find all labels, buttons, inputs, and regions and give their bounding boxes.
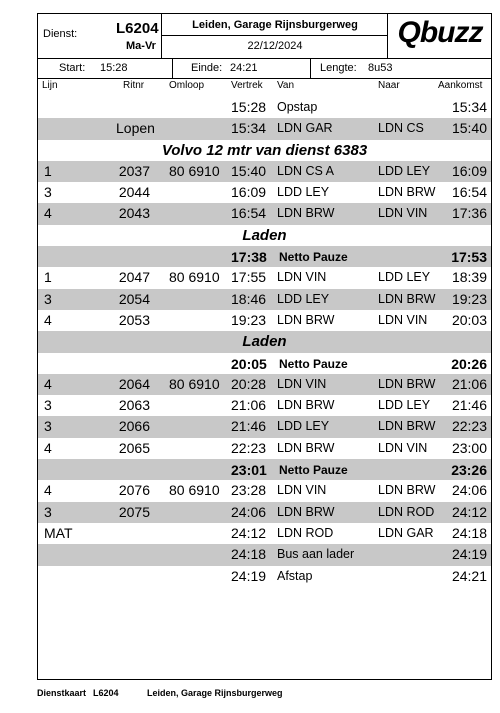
- cell-van: LDN ROD: [277, 525, 334, 540]
- cell-lijn: 4: [44, 205, 52, 222]
- trip-row: [38, 566, 491, 587]
- cell-lijn: 3: [44, 503, 52, 520]
- cell-aankomst: 17:36: [451, 205, 487, 222]
- cell-vertrek: 23:28: [231, 482, 267, 499]
- trip-row: [38, 374, 491, 395]
- trip-row: [38, 203, 491, 224]
- banner-text: Laden: [242, 226, 287, 244]
- trip-row: [38, 267, 491, 288]
- cell-lijn: 4: [44, 375, 52, 392]
- start-time: 15:28: [100, 62, 128, 74]
- cell-naar: LDN ROD: [378, 504, 435, 519]
- cell-naar: LDN VIN: [378, 440, 428, 455]
- cell-naar: LDN BRW: [378, 419, 436, 434]
- pause-start: 23:01: [231, 462, 267, 479]
- cell-ritnr: 2066: [118, 418, 150, 435]
- cell-lijn: 3: [44, 290, 52, 307]
- trip-row: [38, 544, 491, 565]
- cell-omloop: 80 6910: [169, 482, 220, 499]
- cell-van: LDN BRW: [277, 398, 335, 413]
- cell-vertrek: 24:18: [231, 546, 267, 563]
- trip-row: [38, 395, 491, 416]
- cell-van: Afstap: [277, 568, 313, 583]
- pause-end: 17:53: [451, 249, 487, 266]
- dienst-number: L6204: [116, 20, 159, 37]
- cell-aankomst: 21:06: [451, 375, 487, 392]
- cell-naar: LDN CS: [378, 121, 424, 136]
- cell-naar: LDD LEY: [378, 270, 431, 285]
- section-banner: [38, 331, 491, 352]
- cell-vertrek: 17:55: [231, 269, 267, 286]
- cell-van: LDN GAR: [277, 121, 333, 136]
- cell-lijn: 1: [44, 269, 52, 286]
- cell-aankomst: 24:12: [451, 503, 487, 520]
- cell-ritnr: 2047: [118, 269, 150, 286]
- duty-card: [37, 13, 492, 680]
- cell-naar: LDN VIN: [378, 206, 428, 221]
- cell-vertrek: 24:12: [231, 524, 267, 541]
- trip-row: [38, 480, 491, 501]
- trip-row: [38, 502, 491, 523]
- cell-lijn: 3: [44, 184, 52, 201]
- cell-van: LDN CS A: [277, 163, 334, 178]
- cell-ritnr: 2054: [118, 290, 150, 307]
- trip-row: [38, 289, 491, 310]
- cell-van: LDD LEY: [277, 291, 330, 306]
- cell-naar: LDN BRW: [378, 376, 436, 391]
- cell-vertrek: 15:40: [231, 162, 267, 179]
- trip-row: [38, 161, 491, 182]
- trip-row: [38, 310, 491, 331]
- trip-row: [38, 97, 491, 118]
- cell-ritnr: 2037: [118, 162, 150, 179]
- section-banner: [38, 225, 491, 246]
- cell-vertrek: 20:28: [231, 375, 267, 392]
- cell-aankomst: 18:39: [451, 269, 487, 286]
- start-label: Start:: [59, 62, 86, 74]
- cell-ritnr: 2065: [118, 439, 150, 456]
- col-ritnr: Ritnr: [123, 80, 145, 91]
- times-bar: [38, 58, 491, 79]
- cell-naar: LDN GAR: [378, 525, 434, 540]
- cell-lijn: 3: [44, 397, 52, 414]
- cell-aankomst: 23:00: [451, 439, 487, 456]
- cell-lijn: MAT: [44, 524, 73, 541]
- column-headers: [38, 79, 491, 93]
- cell-aankomst: 19:23: [451, 290, 487, 307]
- pause-end: 23:26: [451, 462, 487, 479]
- col-omloop: Omloop: [169, 80, 205, 91]
- duty-date: 22/12/2024: [247, 40, 303, 52]
- cell-aankomst: 15:34: [451, 99, 487, 115]
- cell-vertrek: 21:06: [231, 397, 267, 414]
- pause-row: [38, 459, 491, 480]
- cell-vertrek: 19:23: [231, 311, 267, 328]
- cell-vertrek: 24:06: [231, 503, 267, 520]
- cell-van: LDN VIN: [277, 376, 327, 391]
- cell-ritnr: 2053: [118, 311, 150, 328]
- cell-vertrek: 16:09: [231, 184, 267, 201]
- cell-aankomst: 24:19: [451, 546, 487, 563]
- pause-end: 20:26: [451, 355, 487, 372]
- lengte-value: 8u53: [368, 62, 393, 74]
- cell-aankomst: 15:40: [451, 120, 487, 137]
- trip-row: [38, 523, 491, 544]
- garage-cell: [162, 14, 388, 58]
- cell-lijn: 4: [44, 311, 52, 328]
- cell-ritnr: 2044: [118, 184, 150, 201]
- cell-vertrek: 24:19: [231, 567, 267, 584]
- duty-id-cell: [38, 14, 162, 58]
- cell-vertrek: 22:23: [231, 439, 267, 456]
- cell-aankomst: 20:03: [451, 311, 487, 328]
- banner-text: Volvo 12 mtr van dienst 6383: [161, 141, 368, 159]
- col-van: Van: [277, 80, 295, 91]
- col-vertrek: Vertrek: [231, 80, 263, 91]
- einde-time: 24:21: [230, 62, 258, 74]
- cell-naar: LDN BRW: [378, 185, 436, 200]
- days-of-week: Ma-Vr: [126, 40, 156, 52]
- cell-van: Opstap: [277, 100, 318, 114]
- trip-row: [38, 416, 491, 437]
- cell-van: LDN BRW: [277, 206, 335, 221]
- cell-van: LDN BRW: [277, 440, 335, 455]
- cell-aankomst: 24:06: [451, 482, 487, 499]
- cell-naar: LDN BRW: [378, 291, 436, 306]
- cell-omloop: 80 6910: [169, 375, 220, 392]
- cell-aankomst: 16:54: [451, 184, 487, 201]
- cell-aankomst: 24:18: [451, 524, 487, 541]
- cell-aankomst: 16:09: [451, 162, 487, 179]
- cell-van: LDD LEY: [277, 185, 330, 200]
- cell-vertrek: 21:46: [231, 418, 267, 435]
- cell-vertrek: 16:54: [231, 205, 267, 222]
- cell-aankomst: 21:46: [451, 397, 487, 414]
- cell-van: Bus aan lader: [277, 547, 355, 562]
- cell-lijn: 3: [44, 418, 52, 435]
- footer-garage: Leiden, Garage Rijnsburgerweg: [147, 688, 283, 698]
- cell-van: LDN VIN: [277, 483, 327, 498]
- cell-aankomst: 24:21: [451, 567, 487, 584]
- card-header: [38, 14, 491, 59]
- schedule-table: [38, 97, 491, 587]
- cell-vertrek: 15:28: [231, 99, 267, 115]
- cell-omloop: 80 6910: [169, 269, 220, 286]
- garage-name: Leiden, Garage Rijnsburgerweg: [192, 19, 358, 31]
- cell-ritnr: 2063: [118, 397, 150, 414]
- pause-label: Netto Pauze: [279, 356, 348, 371]
- cell-van: LDN BRW: [277, 504, 335, 519]
- cell-van: LDN VIN: [277, 270, 327, 285]
- cell-omloop: 80 6910: [169, 162, 220, 179]
- cell-naar: LDD LEY: [378, 398, 431, 413]
- section-banner: [38, 140, 491, 161]
- banner-text: Laden: [242, 333, 287, 351]
- pause-start: 20:05: [231, 355, 267, 372]
- walk-row: [38, 118, 491, 139]
- footer-label: Dienstkaart: [37, 688, 87, 698]
- col-lijn: Lijn: [42, 80, 58, 91]
- cell-naar: LDN BRW: [378, 483, 436, 498]
- pause-row: [38, 353, 491, 374]
- cell-lijn: 4: [44, 482, 52, 499]
- cell-van: LDN BRW: [277, 312, 335, 327]
- trip-row: [38, 182, 491, 203]
- pause-start: 17:38: [231, 249, 267, 266]
- dienst-label: Dienst:: [43, 28, 78, 40]
- pause-label: Netto Pauze: [279, 463, 348, 478]
- col-naar: Naar: [378, 80, 400, 91]
- pause-row: [38, 246, 491, 267]
- cell-ritnr: 2043: [118, 205, 150, 222]
- cell-van: LDD LEY: [277, 419, 330, 434]
- trip-row: [38, 438, 491, 459]
- cell-vertrek: 18:46: [231, 290, 267, 307]
- cell-ritnr: 2076: [118, 482, 150, 499]
- cell-aankomst: 22:23: [451, 418, 487, 435]
- cell-lijn: 4: [44, 439, 52, 456]
- cell-naar: LDN VIN: [378, 312, 428, 327]
- einde-label: Einde:: [191, 62, 223, 74]
- cell-ritnr: 2064: [118, 375, 150, 392]
- cell-naar: LDD LEY: [378, 163, 431, 178]
- cell-lijn: 1: [44, 162, 52, 179]
- cell-vertrek: 15:34: [231, 120, 267, 137]
- lengte-label: Lengte:: [320, 62, 357, 74]
- qbuzz-logo: Qbuzz: [397, 16, 483, 49]
- footer-dienst: L6204: [93, 688, 119, 698]
- cell-ritnr: 2075: [118, 503, 150, 520]
- pause-label: Netto Pauze: [279, 250, 348, 265]
- walk-label: Lopen: [116, 120, 155, 137]
- col-aankomst: Aankomst: [438, 80, 483, 91]
